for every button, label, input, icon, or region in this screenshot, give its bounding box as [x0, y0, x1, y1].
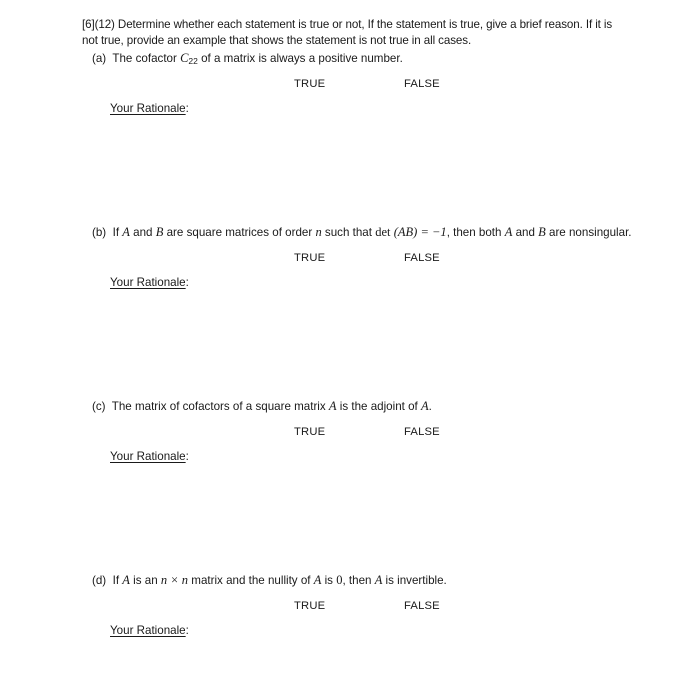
false-option-b[interactable]: FALSE: [404, 252, 440, 264]
rationale-label-c: Your Rationale:: [110, 450, 189, 463]
true-option-b[interactable]: TRUE: [294, 252, 326, 264]
false-option-a[interactable]: FALSE: [404, 78, 440, 90]
statement-d: (d) If A is an n × n matrix and the nullity of A is 0, then A is invertible.: [92, 573, 447, 587]
statement-a: (a) The cofactor $C_{22}$ of a matrix is always a positive number.: [92, 51, 403, 66]
rationale-label-d: Your Rationale:: [110, 624, 189, 637]
statement-b: (b) If A and B are square matrices of order n such that det (AB) = −1, then both A and B are nonsingular.: [92, 225, 632, 239]
true-option-c[interactable]: TRUE: [294, 426, 326, 438]
problem-intro: [6](12) Determine whether each statement is true or not, If the statement is true, give a brief reason. If it is not true, provide an example that shows the statement is not true in all cases.: [82, 18, 613, 47]
false-option-c[interactable]: FALSE: [404, 426, 440, 438]
true-option-d[interactable]: TRUE: [294, 600, 326, 612]
true-option-a[interactable]: TRUE: [294, 78, 326, 90]
false-option-d[interactable]: FALSE: [404, 600, 440, 612]
statement-c: (c) The matrix of cofactors of a square matrix A is the adjoint of A.: [92, 399, 432, 413]
rationale-label-b: Your Rationale:: [110, 276, 189, 289]
rationale-label-a: Your Rationale:: [110, 102, 189, 115]
